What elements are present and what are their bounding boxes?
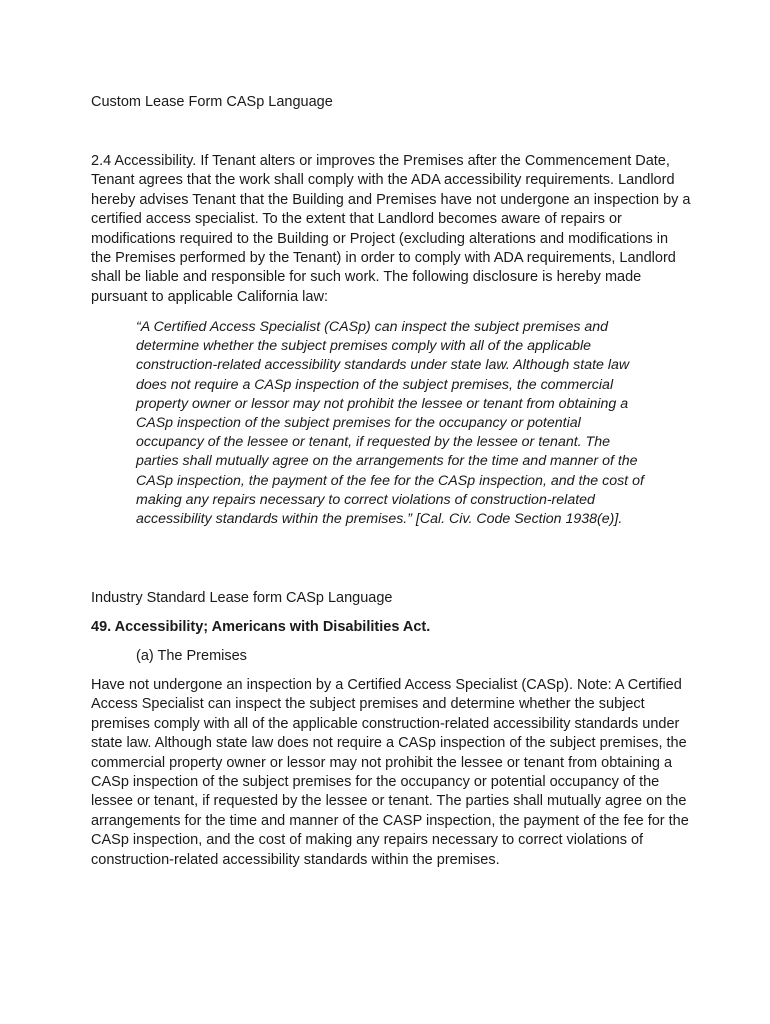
casp-disclosure-quote: “A Certified Access Specialist (CASp) can inspect the subject premises and determine whether the subject premises comply with all of the applicable construction-related accessibility standards under state law. Although state law does not require a CASp inspection of the subject premises, the commercial property owner or lessor may not prohibit the lessee or tenant from obtaining a CASp inspection of the subject premises for the occupancy or potential occupancy of the lessee or tenant, if requested by the lessee or tenant. The parties shall mutually agree on the arrangements for the time and manner of the CASp inspection, the payment of the fee for the CASp inspection, and the cost of making any repairs necessary to correct violations of construction-related accessibility standards within the premises.” [Cal. Civ. Code Section 1938(e)].	[136, 319, 644, 528]
subsection-a-paragraph: Have not undergone an inspection by a Certified Access Specialist (CASp). Note: A Certified Access Specialist can inspect the subject premises and determine whether the subject premises comply with all of the applicable construction-related accessibility standards under state law. Although state law does not require a CASp inspection of the subject premises, the commercial property owner or lessor may not prohibit the lessee or tenant from obtaining a CASp inspection of the subject premises for the occupancy or potential occupancy of the lessee or tenant, if requested by the lessee or tenant. The parties shall mutually agree on the arrangements for the time and manner of the CASP inspection, the payment of the fee for the CASp inspection, and the cost of making any repairs necessary to correct violations of construction-related accessibility standards within the premises.	[91, 677, 689, 868]
document-title: Custom Lease Form CASp Language	[91, 94, 333, 110]
section-49-heading: 49. Accessibility; Americans with Disabilities Act.	[91, 619, 431, 635]
industry-standard-title: Industry Standard Lease form CASp Language	[91, 590, 393, 606]
section-2-4-paragraph: 2.4 Accessibility. If Tenant alters or improves the Premises after the Commencement Date, Tenant agrees that the work shall comply with the ADA accessibility requirements. Landlord hereby advises Tenant that the Building and Premises have not undergone an inspection by a certified access specialist. To the extent that Landlord becomes aware of repairs or modifications required to the Building or Project (excluding alterations and modifications in the Premises performed by the Tenant) in order to comply with ADA requirements, Landlord shall be liable and responsible for such work. The following disclosure is hereby made pursuant to applicable California law:	[91, 153, 691, 305]
subsection-a-heading: (a) The Premises	[136, 648, 247, 664]
